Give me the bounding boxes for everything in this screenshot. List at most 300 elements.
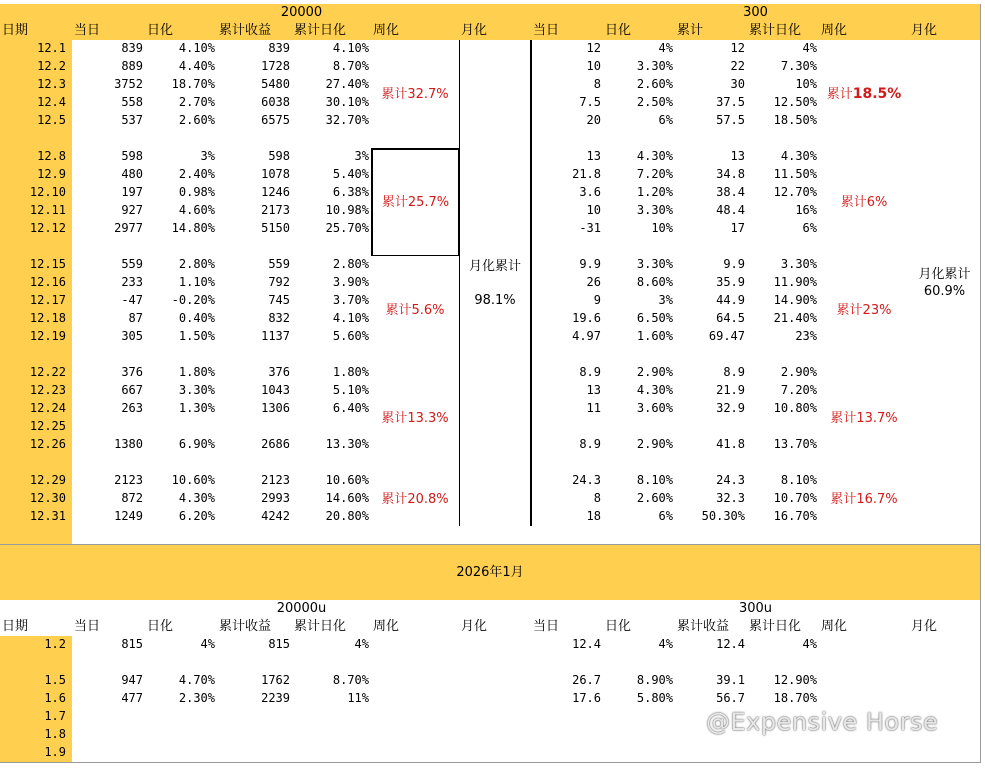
empty-cell[interactable] xyxy=(675,526,748,545)
empty-cell[interactable] xyxy=(909,744,981,763)
data-cell[interactable] xyxy=(217,346,293,365)
data-cell[interactable]: 7.20% xyxy=(603,166,676,185)
data-cell[interactable]: 1.30% xyxy=(145,400,218,419)
data-cell[interactable] xyxy=(603,654,676,673)
data-cell[interactable] xyxy=(217,726,293,745)
row-date[interactable]: 1.9 xyxy=(0,744,73,763)
data-cell[interactable]: 6% xyxy=(603,112,676,131)
data-cell[interactable] xyxy=(72,418,146,437)
data-cell[interactable]: 13.30% xyxy=(292,436,372,455)
data-cell[interactable]: 3.60% xyxy=(603,400,676,419)
row-date[interactable]: 12.29 xyxy=(0,472,73,491)
data-cell[interactable] xyxy=(72,238,146,257)
weekly-cumulative-right[interactable] xyxy=(819,40,910,149)
row-date[interactable]: 12.22 xyxy=(0,364,73,383)
data-cell[interactable]: 18.70% xyxy=(145,76,218,95)
row-date[interactable]: 12.5 xyxy=(0,112,73,131)
row-date[interactable]: 1.8 xyxy=(0,726,73,745)
data-cell[interactable]: 12 xyxy=(531,40,604,59)
data-cell[interactable]: 13 xyxy=(675,148,748,167)
data-cell[interactable] xyxy=(747,744,820,763)
data-cell[interactable]: 10.60% xyxy=(145,472,218,491)
data-cell[interactable]: 3.90% xyxy=(292,274,372,293)
data-cell[interactable]: 3.30% xyxy=(747,256,820,275)
data-cell[interactable] xyxy=(72,454,146,473)
data-cell[interactable]: 2123 xyxy=(217,472,293,491)
data-cell[interactable]: 22 xyxy=(675,58,748,77)
data-cell[interactable] xyxy=(531,454,604,473)
data-cell[interactable] xyxy=(531,418,604,437)
header-cell[interactable]: 周化 xyxy=(819,618,910,637)
data-cell[interactable]: 8 xyxy=(531,490,604,509)
header-cell[interactable]: 累计日化 xyxy=(747,618,820,637)
data-cell[interactable]: 4% xyxy=(747,40,820,59)
empty-cell[interactable] xyxy=(371,636,460,655)
weekly-cumulative-right[interactable] xyxy=(819,364,910,473)
data-cell[interactable]: 14.60% xyxy=(292,490,372,509)
empty-cell[interactable] xyxy=(217,526,293,545)
data-cell[interactable]: 667 xyxy=(72,382,146,401)
data-cell[interactable]: 2.70% xyxy=(145,94,218,113)
data-cell[interactable]: 6% xyxy=(747,220,820,239)
row-date[interactable]: 12.8 xyxy=(0,148,73,167)
data-cell[interactable]: 14.80% xyxy=(145,220,218,239)
empty-cell[interactable] xyxy=(819,744,910,763)
monthly-cumulative-right[interactable] xyxy=(909,40,981,527)
data-cell[interactable]: 2993 xyxy=(217,490,293,509)
data-cell[interactable]: 2.90% xyxy=(603,364,676,383)
data-cell[interactable]: 32.9 xyxy=(675,400,748,419)
header-cell[interactable]: 月化 xyxy=(459,618,532,637)
data-cell[interactable] xyxy=(217,654,293,673)
data-cell[interactable]: 7.30% xyxy=(747,58,820,77)
data-cell[interactable]: 2.50% xyxy=(603,94,676,113)
corner-cell[interactable] xyxy=(0,600,73,619)
weekly-cumulative-left[interactable]: 累计5.6% xyxy=(371,256,460,365)
data-cell[interactable]: 12.50% xyxy=(747,94,820,113)
data-cell[interactable] xyxy=(72,708,146,727)
data-cell[interactable] xyxy=(72,744,146,763)
empty-cell[interactable] xyxy=(72,526,146,545)
weekly-cumulative-right[interactable] xyxy=(819,472,910,527)
data-cell[interactable] xyxy=(145,726,218,745)
data-cell[interactable]: 1380 xyxy=(72,436,146,455)
data-cell[interactable]: 1306 xyxy=(217,400,293,419)
data-cell[interactable]: 233 xyxy=(72,274,146,293)
data-cell[interactable]: 6.40% xyxy=(292,400,372,419)
data-cell[interactable] xyxy=(145,238,218,257)
row-date[interactable] xyxy=(0,454,73,473)
empty-cell[interactable] xyxy=(819,654,910,673)
data-cell[interactable] xyxy=(531,346,604,365)
header-cell[interactable]: 累计日化 xyxy=(292,618,372,637)
data-cell[interactable]: 4.97 xyxy=(531,328,604,347)
weekly-cumulative-left[interactable]: 累计32.7% xyxy=(371,40,460,149)
header-cell[interactable]: 累计日化 xyxy=(292,22,372,41)
data-cell[interactable] xyxy=(603,418,676,437)
data-cell[interactable] xyxy=(603,708,676,727)
header-cell[interactable]: 当日 xyxy=(72,618,146,637)
data-cell[interactable]: 3% xyxy=(292,148,372,167)
data-cell[interactable]: 4.10% xyxy=(292,40,372,59)
data-cell[interactable]: 3.30% xyxy=(603,202,676,221)
data-cell[interactable]: 4.30% xyxy=(145,490,218,509)
data-cell[interactable] xyxy=(675,238,748,257)
row-date[interactable]: 12.1 xyxy=(0,40,73,59)
data-cell[interactable]: 559 xyxy=(72,256,146,275)
data-cell[interactable]: 5.80% xyxy=(603,690,676,709)
empty-cell[interactable] xyxy=(819,672,910,691)
group-header-300[interactable]: 300 xyxy=(531,4,981,23)
data-cell[interactable]: 8.9 xyxy=(675,364,748,383)
data-cell[interactable] xyxy=(747,454,820,473)
data-cell[interactable] xyxy=(145,454,218,473)
data-cell[interactable]: 20 xyxy=(531,112,604,131)
empty-cell[interactable] xyxy=(909,672,981,691)
data-cell[interactable]: 8.70% xyxy=(292,672,372,691)
data-cell[interactable]: 10.70% xyxy=(747,490,820,509)
row-date[interactable] xyxy=(0,346,73,365)
row-date[interactable]: 12.17 xyxy=(0,292,73,311)
data-cell[interactable] xyxy=(145,346,218,365)
data-cell[interactable]: 10.98% xyxy=(292,202,372,221)
data-cell[interactable] xyxy=(675,654,748,673)
data-cell[interactable] xyxy=(531,654,604,673)
data-cell[interactable]: 889 xyxy=(72,58,146,77)
data-cell[interactable]: 9.9 xyxy=(531,256,604,275)
data-cell[interactable]: 4.40% xyxy=(145,58,218,77)
data-cell[interactable]: 8.9 xyxy=(531,436,604,455)
data-cell[interactable]: 6.90% xyxy=(145,436,218,455)
data-cell[interactable]: 1043 xyxy=(217,382,293,401)
data-cell[interactable]: 30 xyxy=(675,76,748,95)
data-cell[interactable] xyxy=(217,744,293,763)
data-cell[interactable]: 2239 xyxy=(217,690,293,709)
data-cell[interactable]: 8.9 xyxy=(531,364,604,383)
data-cell[interactable]: 37.5 xyxy=(675,94,748,113)
row-date[interactable]: 1.2 xyxy=(0,636,73,655)
data-cell[interactable]: 6.38% xyxy=(292,184,372,203)
data-cell[interactable]: 872 xyxy=(72,490,146,509)
data-cell[interactable]: 10.60% xyxy=(292,472,372,491)
data-cell[interactable]: 839 xyxy=(217,40,293,59)
data-cell[interactable]: 24.3 xyxy=(675,472,748,491)
data-cell[interactable]: 6% xyxy=(603,508,676,527)
data-cell[interactable]: 2.90% xyxy=(747,364,820,383)
data-cell[interactable]: 20.80% xyxy=(292,508,372,527)
data-cell[interactable]: 1137 xyxy=(217,328,293,347)
row-date[interactable] xyxy=(0,238,73,257)
empty-cell[interactable] xyxy=(459,654,532,673)
data-cell[interactable]: 1.50% xyxy=(145,328,218,347)
data-cell[interactable]: 6.20% xyxy=(145,508,218,527)
weekly-cumulative-left[interactable]: 累计25.7% xyxy=(371,148,460,257)
empty-cell[interactable] xyxy=(459,708,532,727)
data-cell[interactable]: 12.70% xyxy=(747,184,820,203)
header-cell[interactable]: 日化 xyxy=(145,618,218,637)
data-cell[interactable]: 1249 xyxy=(72,508,146,527)
empty-cell[interactable] xyxy=(819,636,910,655)
data-cell[interactable]: 376 xyxy=(72,364,146,383)
header-cell[interactable]: 周化 xyxy=(371,618,460,637)
data-cell[interactable]: 2977 xyxy=(72,220,146,239)
empty-cell[interactable] xyxy=(371,726,460,745)
data-cell[interactable]: 792 xyxy=(217,274,293,293)
data-cell[interactable]: 13 xyxy=(531,382,604,401)
data-cell[interactable]: 8.10% xyxy=(603,472,676,491)
data-cell[interactable]: 2.80% xyxy=(292,256,372,275)
data-cell[interactable]: 44.9 xyxy=(675,292,748,311)
header-cell[interactable]: 月化 xyxy=(909,22,981,41)
data-cell[interactable] xyxy=(217,708,293,727)
data-cell[interactable]: 477 xyxy=(72,690,146,709)
data-cell[interactable]: 2686 xyxy=(217,436,293,455)
data-cell[interactable]: 39.1 xyxy=(675,672,748,691)
group-header-300u[interactable]: 300u xyxy=(531,600,981,619)
data-cell[interactable]: 559 xyxy=(217,256,293,275)
data-cell[interactable] xyxy=(603,726,676,745)
data-cell[interactable]: 4% xyxy=(292,636,372,655)
data-cell[interactable]: 32.70% xyxy=(292,112,372,131)
data-cell[interactable]: 14.90% xyxy=(747,292,820,311)
data-cell[interactable]: 10% xyxy=(603,220,676,239)
data-cell[interactable]: 8 xyxy=(531,76,604,95)
data-cell[interactable]: 8.70% xyxy=(292,58,372,77)
header-cell[interactable]: 周化 xyxy=(371,22,460,41)
data-cell[interactable]: 3.30% xyxy=(603,58,676,77)
data-cell[interactable]: -0.20% xyxy=(145,292,218,311)
data-cell[interactable]: 4.10% xyxy=(292,310,372,329)
data-cell[interactable]: 17 xyxy=(675,220,748,239)
data-cell[interactable]: 5150 xyxy=(217,220,293,239)
data-cell[interactable]: 4.10% xyxy=(145,40,218,59)
data-cell[interactable]: 26 xyxy=(531,274,604,293)
data-cell[interactable]: 32.3 xyxy=(675,490,748,509)
data-cell[interactable]: 21.40% xyxy=(747,310,820,329)
data-cell[interactable]: 12 xyxy=(675,40,748,59)
data-cell[interactable] xyxy=(72,654,146,673)
data-cell[interactable]: -31 xyxy=(531,220,604,239)
data-cell[interactable] xyxy=(217,238,293,257)
data-cell[interactable]: 839 xyxy=(72,40,146,59)
row-date[interactable]: 12.4 xyxy=(0,94,73,113)
empty-cell[interactable] xyxy=(459,726,532,745)
data-cell[interactable] xyxy=(603,744,676,763)
header-cell[interactable]: 累计收益 xyxy=(217,618,293,637)
empty-cell[interactable] xyxy=(747,526,820,545)
empty-cell[interactable] xyxy=(371,654,460,673)
header-cell[interactable]: 累计日化 xyxy=(747,22,820,41)
data-cell[interactable]: 8.60% xyxy=(603,274,676,293)
row-date[interactable] xyxy=(0,130,73,149)
data-cell[interactable]: 57.5 xyxy=(675,112,748,131)
data-cell[interactable]: 480 xyxy=(72,166,146,185)
empty-cell[interactable] xyxy=(292,526,372,545)
data-cell[interactable]: 16.70% xyxy=(747,508,820,527)
data-cell[interactable] xyxy=(72,726,146,745)
data-cell[interactable]: 18.70% xyxy=(747,690,820,709)
data-cell[interactable]: 0.98% xyxy=(145,184,218,203)
data-cell[interactable]: 4% xyxy=(747,636,820,655)
data-cell[interactable] xyxy=(145,744,218,763)
data-cell[interactable]: 1.10% xyxy=(145,274,218,293)
data-cell[interactable] xyxy=(145,130,218,149)
data-cell[interactable]: -47 xyxy=(72,292,146,311)
data-cell[interactable]: 2.80% xyxy=(145,256,218,275)
empty-cell[interactable] xyxy=(459,690,532,709)
data-cell[interactable] xyxy=(72,130,146,149)
data-cell[interactable] xyxy=(531,238,604,257)
data-cell[interactable] xyxy=(292,454,372,473)
header-cell[interactable]: 累计收益 xyxy=(217,22,293,41)
data-cell[interactable] xyxy=(292,708,372,727)
data-cell[interactable]: 2.30% xyxy=(145,690,218,709)
row-date[interactable]: 12.16 xyxy=(0,274,73,293)
group-header-20000[interactable]: 20000 xyxy=(72,4,532,23)
data-cell[interactable]: 2.60% xyxy=(145,112,218,131)
data-cell[interactable] xyxy=(675,346,748,365)
data-cell[interactable]: 1.80% xyxy=(292,364,372,383)
data-cell[interactable]: 5.40% xyxy=(292,166,372,185)
data-cell[interactable]: 8.90% xyxy=(603,672,676,691)
data-cell[interactable] xyxy=(72,346,146,365)
data-cell[interactable]: 64.5 xyxy=(675,310,748,329)
data-cell[interactable]: 9.9 xyxy=(675,256,748,275)
data-cell[interactable] xyxy=(531,744,604,763)
empty-cell[interactable] xyxy=(909,526,981,545)
data-cell[interactable]: 1.60% xyxy=(603,328,676,347)
data-cell[interactable]: 3.70% xyxy=(292,292,372,311)
data-cell[interactable]: 11 xyxy=(531,400,604,419)
data-cell[interactable] xyxy=(747,654,820,673)
empty-cell[interactable] xyxy=(371,744,460,763)
data-cell[interactable] xyxy=(531,708,604,727)
data-cell[interactable]: 305 xyxy=(72,328,146,347)
data-cell[interactable]: 11.90% xyxy=(747,274,820,293)
row-date[interactable]: 12.18 xyxy=(0,310,73,329)
data-cell[interactable] xyxy=(145,708,218,727)
data-cell[interactable] xyxy=(292,346,372,365)
empty-cell[interactable] xyxy=(459,672,532,691)
data-cell[interactable]: 1728 xyxy=(217,58,293,77)
data-cell[interactable]: 4.30% xyxy=(603,148,676,167)
row-date[interactable]: 12.19 xyxy=(0,328,73,347)
data-cell[interactable]: 25.70% xyxy=(292,220,372,239)
header-cell[interactable]: 当日 xyxy=(531,22,604,41)
data-cell[interactable]: 1246 xyxy=(217,184,293,203)
data-cell[interactable] xyxy=(145,418,218,437)
data-cell[interactable]: 5.60% xyxy=(292,328,372,347)
header-cell[interactable]: 月化 xyxy=(909,618,981,637)
data-cell[interactable] xyxy=(145,654,218,673)
data-cell[interactable]: 1.20% xyxy=(603,184,676,203)
data-cell[interactable]: 4% xyxy=(603,40,676,59)
group-header-20000u[interactable]: 20000u xyxy=(72,600,532,619)
data-cell[interactable] xyxy=(675,130,748,149)
empty-cell[interactable] xyxy=(145,526,218,545)
empty-cell[interactable] xyxy=(371,708,460,727)
data-cell[interactable]: 48.4 xyxy=(675,202,748,221)
data-cell[interactable]: 197 xyxy=(72,184,146,203)
data-cell[interactable] xyxy=(531,130,604,149)
data-cell[interactable]: 10% xyxy=(747,76,820,95)
data-cell[interactable]: 4.30% xyxy=(603,382,676,401)
data-cell[interactable]: 21.9 xyxy=(675,382,748,401)
row-date[interactable]: 12.15 xyxy=(0,256,73,275)
row-date[interactable]: 12.30 xyxy=(0,490,73,509)
data-cell[interactable]: 4.60% xyxy=(145,202,218,221)
header-cell[interactable]: 月化 xyxy=(459,22,532,41)
data-cell[interactable] xyxy=(603,238,676,257)
data-cell[interactable]: 12.4 xyxy=(675,636,748,655)
row-date[interactable]: 12.31 xyxy=(0,508,73,527)
data-cell[interactable]: 1.80% xyxy=(145,364,218,383)
data-cell[interactable]: 2173 xyxy=(217,202,293,221)
weekly-cumulative-left[interactable]: 累计13.3% xyxy=(371,364,460,473)
data-cell[interactable] xyxy=(217,418,293,437)
data-cell[interactable] xyxy=(292,726,372,745)
data-cell[interactable]: 1078 xyxy=(217,166,293,185)
data-cell[interactable]: 30.10% xyxy=(292,94,372,113)
row-date[interactable]: 12.9 xyxy=(0,166,73,185)
row-date[interactable]: 1.7 xyxy=(0,708,73,727)
weekly-cumulative-right[interactable] xyxy=(819,148,910,257)
data-cell[interactable] xyxy=(603,454,676,473)
data-cell[interactable]: 17.6 xyxy=(531,690,604,709)
data-cell[interactable]: 7.5 xyxy=(531,94,604,113)
header-cell[interactable]: 当日 xyxy=(531,618,604,637)
data-cell[interactable]: 13 xyxy=(531,148,604,167)
header-cell[interactable]: 累计 xyxy=(675,22,748,41)
data-cell[interactable] xyxy=(292,654,372,673)
data-cell[interactable]: 1762 xyxy=(217,672,293,691)
empty-cell[interactable] xyxy=(909,654,981,673)
data-cell[interactable]: 3.6 xyxy=(531,184,604,203)
header-cell[interactable]: 日化 xyxy=(603,22,676,41)
header-cell[interactable]: 日化 xyxy=(603,618,676,637)
data-cell[interactable]: 13.70% xyxy=(747,436,820,455)
header-cell[interactable]: 周化 xyxy=(819,22,910,41)
data-cell[interactable]: 56.7 xyxy=(675,690,748,709)
data-cell[interactable]: 2.60% xyxy=(603,490,676,509)
data-cell[interactable]: 5.10% xyxy=(292,382,372,401)
data-cell[interactable] xyxy=(531,726,604,745)
row-date[interactable]: 12.2 xyxy=(0,58,73,77)
data-cell[interactable]: 376 xyxy=(217,364,293,383)
data-cell[interactable]: 4% xyxy=(145,636,218,655)
weekly-cumulative-right[interactable] xyxy=(819,256,910,365)
data-cell[interactable]: 2.40% xyxy=(145,166,218,185)
row-date[interactable]: 12.12 xyxy=(0,220,73,239)
data-cell[interactable]: 11.50% xyxy=(747,166,820,185)
data-cell[interactable]: 23% xyxy=(747,328,820,347)
data-cell[interactable]: 745 xyxy=(217,292,293,311)
data-cell[interactable]: 3.30% xyxy=(145,382,218,401)
data-cell[interactable]: 9 xyxy=(531,292,604,311)
corner-cell[interactable] xyxy=(0,4,73,23)
header-cell[interactable]: 日期 xyxy=(0,618,73,637)
empty-cell[interactable] xyxy=(819,526,910,545)
empty-cell[interactable] xyxy=(909,636,981,655)
data-cell[interactable] xyxy=(747,238,820,257)
data-cell[interactable]: 12.90% xyxy=(747,672,820,691)
data-cell[interactable]: 35.9 xyxy=(675,274,748,293)
data-cell[interactable]: 8.10% xyxy=(747,472,820,491)
row-date[interactable]: 1.5 xyxy=(0,672,73,691)
data-cell[interactable] xyxy=(675,744,748,763)
data-cell[interactable]: 3% xyxy=(145,148,218,167)
data-cell[interactable]: 18 xyxy=(531,508,604,527)
